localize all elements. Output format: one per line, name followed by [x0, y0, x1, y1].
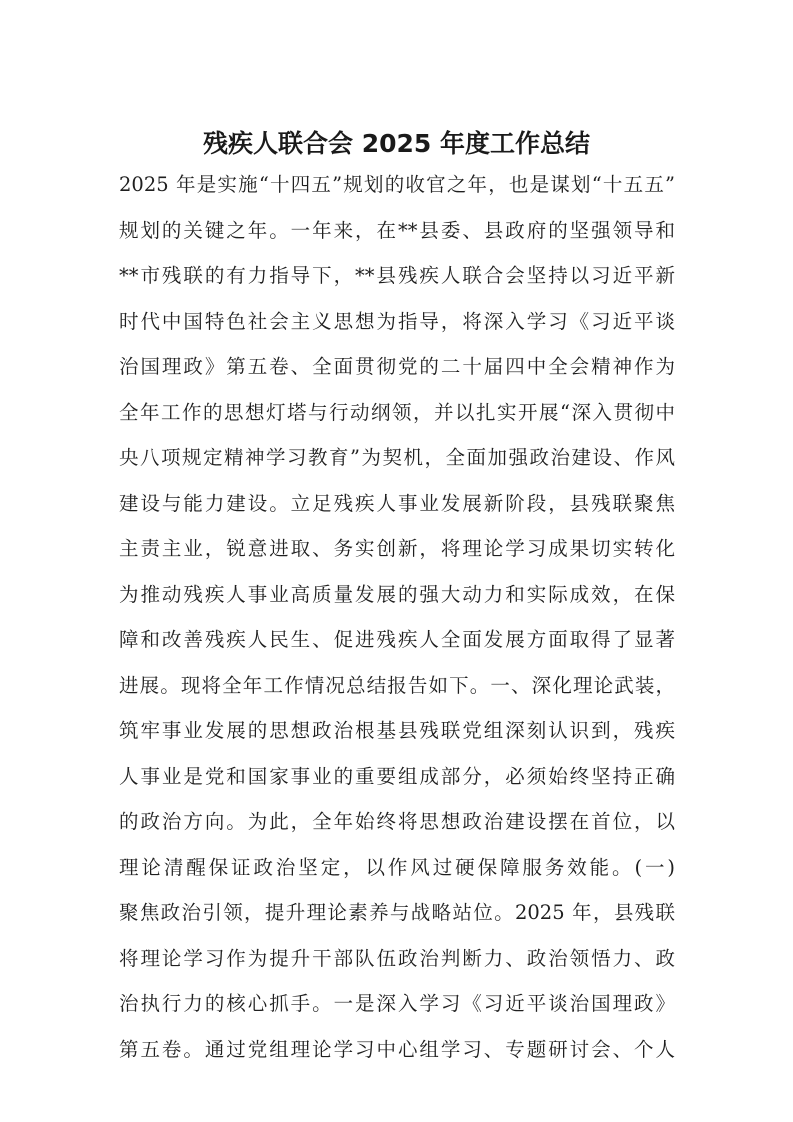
body-line: 时代中国特色社会主义思想为指导，将深入学习《习近平谈: [119, 309, 675, 333]
body-line: 将理论学习作为提升干部队伍政治判断力、政治领悟力、政: [119, 946, 675, 970]
document-body: [119, 162, 675, 1072]
document-title: 残疾人联合会 2025 年度工作总结: [203, 129, 590, 158]
body-line: 理论清醒保证政治坚定，以作风过硬保障服务效能。(一): [119, 855, 675, 879]
body-line: **市残联的有力指导下，**县残疾人联合会坚持以习近平新: [119, 264, 675, 287]
body-line: 央八项规定精神学习教育”为契机，全面加强政治建设、作风: [119, 446, 675, 469]
body-line: 为推动残疾人事业高质量发展的强大动力和实际成效，在保: [119, 582, 675, 606]
body-line: 障和改善残疾人民生、促进残疾人全面发展方面取得了显著: [119, 628, 675, 651]
body-line: 主责主业，锐意进取、务实创新，将理论学习成果切实转化: [119, 537, 675, 560]
body-line: 治执行力的核心抓手。一是深入学习《习近平谈治国理政》: [119, 992, 675, 1015]
body-line: 筑牢事业发展的思想政治根基县残联党组深刻认识到，残疾: [119, 719, 675, 742]
body-line: 进展。现将全年工作情况总结报告如下。一、深化理论武装，: [119, 673, 675, 697]
body-line: 治国理政》第五卷、全面贯彻党的二十届四中全会精神作为: [119, 355, 675, 378]
body-line: 第五卷。通过党组理论学习中心组学习、专题研讨会、个人: [119, 1037, 675, 1061]
body-line: 规划的关键之年。一年来，在**县委、县政府的坚强领导和: [119, 218, 675, 242]
body-line: 全年工作的思想灯塔与行动纲领，并以扎实开展“深入贯彻中: [119, 400, 675, 424]
body-line: 2025 年是实施“十四五”规划的收官之年，也是谋划“十五五”: [119, 173, 675, 196]
body-line: 的政治方向。为此，全年始终将思想政治建设摆在首位，以: [119, 810, 675, 833]
body-line: 人事业是党和国家事业的重要组成部分，必须始终坚持正确: [119, 764, 675, 788]
body-line: 建设与能力建设。立足残疾人事业发展新阶段，县残联聚焦: [119, 491, 675, 515]
body-line: 聚焦政治引领，提升理论素养与战略站位。2025 年，县残联: [119, 901, 675, 924]
